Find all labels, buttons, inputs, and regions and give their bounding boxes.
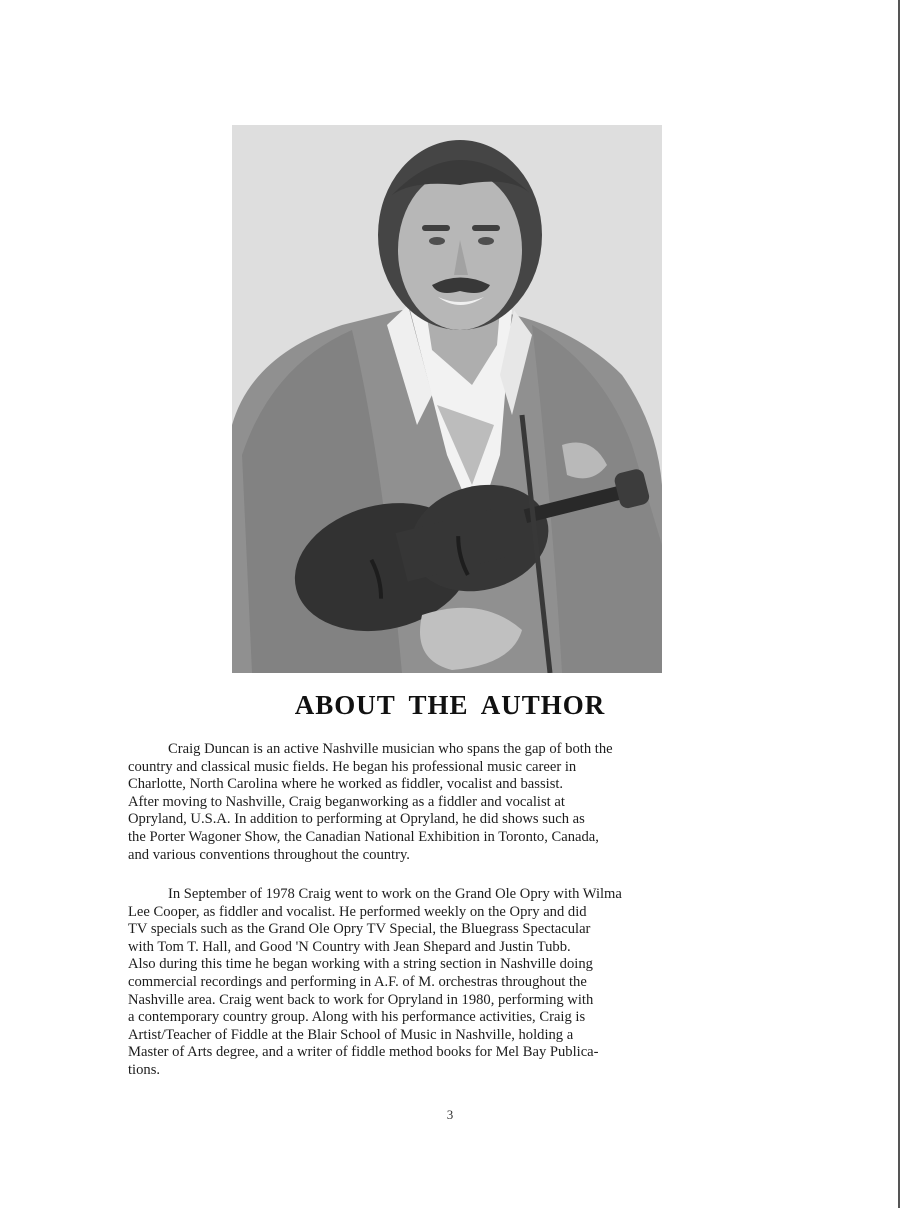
paragraph-line: Artist/Teacher of Fiddle at the Blair School of Music in Nashville, holding a xyxy=(128,1026,574,1043)
paragraph-line: Lee Cooper, as fiddler and vocalist. He performed weekly on the Opry and did xyxy=(128,903,587,920)
paragraph-line: Master of Arts degree, and a writer of fiddle method books for Mel Bay Publica- xyxy=(128,1044,599,1061)
paragraph-line: a contemporary country group. Along with his performance activities, Craig is xyxy=(128,1009,586,1026)
page-heading: ABOUT THE AUTHOR xyxy=(294,690,606,720)
paragraph-line: country and classical music fields. He began his professional music career in xyxy=(128,758,577,775)
author-portrait-illustration xyxy=(232,125,662,673)
paragraph-line: After moving to Nashville, Craig beganworking as a fiddler and vocalist at xyxy=(128,793,565,810)
paragraph-line: TV specials such as the Grand Ole Opry TV Special, the Bluegrass Spectacular xyxy=(128,921,591,938)
paragraph-line: Also during this time he began working with a string section in Nashville doing xyxy=(128,956,593,973)
page-number: 3 xyxy=(446,1107,454,1122)
paragraph-line: with Tom T. Hall, and Good 'N Country with Jean Shepard and Justin Tubb. xyxy=(128,938,571,955)
paragraph-line: tions. xyxy=(128,1061,161,1078)
paragraph-line: and various conventions throughout the country. xyxy=(128,846,410,863)
paragraph-1 xyxy=(128,741,773,864)
author-photo xyxy=(232,125,662,673)
paragraph-line: Craig Duncan is an active Nashville musician who spans the gap of both the xyxy=(168,741,613,757)
paragraph-2 xyxy=(128,886,773,1080)
paragraph-line: the Porter Wagoner Show, the Canadian National Exhibition in Toronto, Canada, xyxy=(128,828,599,845)
paragraph-line: Charlotte, North Carolina where he worked as fiddler, vocalist and bassist. xyxy=(128,776,564,793)
paragraph-line: Nashville area. Craig went back to work for Opryland in 1980, performing with xyxy=(128,991,594,1008)
paragraph-line: In September of 1978 Craig went to work on the Grand Ole Opry with Wilma xyxy=(168,886,622,902)
paragraph-line: Opryland, U.S.A. In addition to performing at Opryland, he did shows such as xyxy=(128,811,585,828)
paragraph-line: commercial recordings and performing in A.F. of M. orchestras throughout the xyxy=(128,973,587,990)
